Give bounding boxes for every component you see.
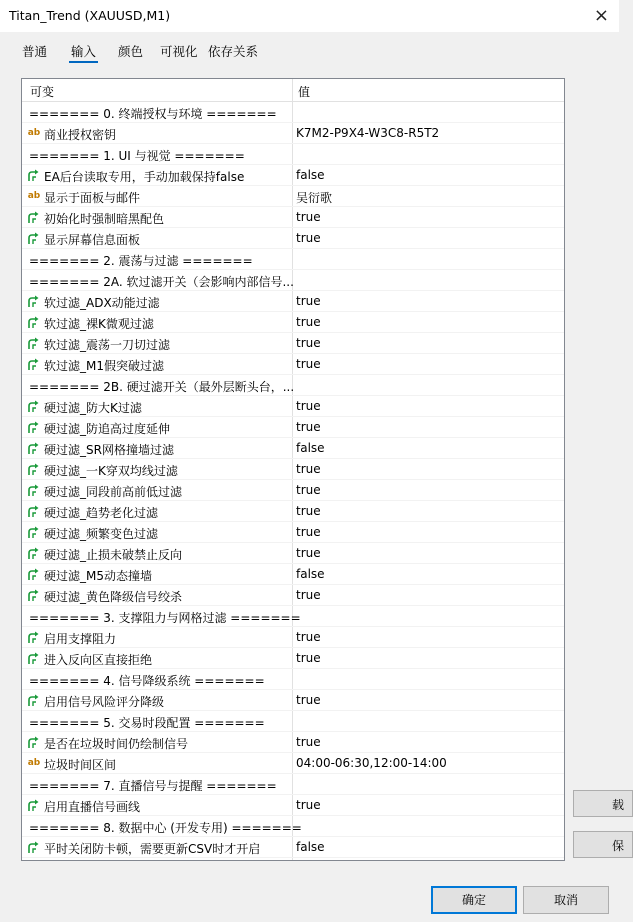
table-row[interactable]	[22, 438, 564, 459]
row-variable: 进入反向区直接拒绝	[44, 653, 153, 667]
row-variable: 商业授权密钥	[44, 128, 117, 142]
row-variable: ======= 1. UI 与视觉 =======	[29, 149, 245, 163]
row-variable: 硬过滤_黄色降级信号绞杀	[44, 590, 183, 604]
bool-arrow-icon	[27, 336, 41, 350]
row-variable: 启用支撑阻力	[44, 632, 117, 646]
bool-arrow-icon	[27, 420, 41, 434]
table-row[interactable]	[22, 333, 564, 354]
table-row[interactable]	[22, 732, 564, 753]
row-variable: 硬过滤_频繁变色过滤	[44, 527, 159, 541]
table-row[interactable]	[22, 123, 564, 144]
table-row[interactable]	[22, 501, 564, 522]
bool-arrow-icon	[27, 462, 41, 476]
row-value[interactable]: true	[296, 483, 321, 497]
table-row[interactable]	[22, 291, 564, 312]
table-row[interactable]	[22, 543, 564, 564]
row-value[interactable]: true	[296, 231, 321, 245]
row-variable: ======= 2A. 软过滤开关（会影响内部信号...	[29, 275, 294, 289]
section-header-row[interactable]	[22, 144, 564, 165]
table-row[interactable]	[22, 690, 564, 711]
row-value[interactable]: true	[296, 798, 321, 812]
row-variable: 硬过滤_M5动态撞墙	[44, 569, 152, 583]
row-variable: 平时关闭防卡顿，需要更新CSV时才开启	[44, 842, 261, 856]
section-header-row[interactable]	[22, 816, 564, 837]
row-value[interactable]: true	[296, 399, 321, 413]
row-variable: 硬过滤_防追高过度延伸	[44, 422, 171, 436]
row-value[interactable]: true	[296, 525, 321, 539]
row-value[interactable]: false	[296, 840, 325, 854]
row-variable: 软过滤_ADX动能过滤	[44, 296, 160, 310]
bool-arrow-icon	[27, 210, 41, 224]
row-variable: ======= 4. 信号降级系统 =======	[29, 674, 265, 688]
save-button[interactable]	[573, 831, 633, 858]
row-variable: 软过滤_裸K微观过滤	[44, 317, 154, 331]
bool-arrow-icon	[27, 840, 41, 854]
table-row[interactable]	[22, 564, 564, 585]
bool-arrow-icon	[27, 588, 41, 602]
table-row[interactable]	[22, 837, 564, 858]
row-value[interactable]: true	[296, 294, 321, 308]
row-variable: 初始化时强制暗黑配色	[44, 212, 165, 226]
table-row[interactable]	[22, 228, 564, 249]
string-ab-icon: ab	[27, 191, 41, 201]
row-variable: 启用信号风险评分降级	[44, 695, 165, 709]
row-variable: ======= 0. 终端授权与环境 =======	[29, 107, 277, 121]
section-header-row[interactable]	[22, 102, 564, 123]
row-value[interactable]: true	[296, 546, 321, 560]
row-variable: ======= 7. 直播信号与提醒 =======	[29, 779, 277, 793]
ok-button[interactable]: 确定	[431, 886, 517, 914]
row-variable: 硬过滤_止损未破禁止反向	[44, 548, 183, 562]
table-row[interactable]	[22, 354, 564, 375]
close-icon[interactable]: ×	[593, 5, 609, 26]
row-variable: ======= 2B. 硬过滤开关（最外层断头台，...	[29, 380, 295, 394]
row-value[interactable]: false	[296, 168, 325, 182]
table-row[interactable]	[22, 585, 564, 606]
row-value[interactable]: false	[296, 441, 325, 455]
row-variable: ======= 5. 交易时段配置 =======	[29, 716, 265, 730]
row-variable: 垃圾时间区间	[44, 758, 117, 772]
tab-dependencies[interactable]: 依存关系	[208, 44, 259, 59]
row-value[interactable]: true	[296, 693, 321, 707]
section-header-row[interactable]	[22, 249, 564, 270]
section-header-row[interactable]	[22, 669, 564, 690]
row-value[interactable]: K7M2-P9X4-W3C8-R5T2	[296, 126, 440, 140]
bool-arrow-icon	[27, 798, 41, 812]
bool-arrow-icon	[27, 399, 41, 413]
table-row[interactable]	[22, 417, 564, 438]
tab-general[interactable]: 普通	[22, 44, 48, 59]
cancel-button[interactable]: 取消	[523, 886, 609, 914]
row-value[interactable]: true	[296, 462, 321, 476]
row-variable: 显示于面板与邮件	[44, 191, 141, 205]
table-row[interactable]	[22, 522, 564, 543]
title-bar	[0, 0, 619, 32]
row-value[interactable]: true	[296, 651, 321, 665]
string-ab-icon: ab	[27, 128, 41, 138]
row-variable: 硬过滤_SR网格撞墙过滤	[44, 443, 174, 457]
row-variable: 显示屏幕信息面板	[44, 233, 141, 247]
row-variable: 软过滤_震荡一刀切过滤	[44, 338, 171, 352]
bool-arrow-icon	[27, 231, 41, 245]
save-button-label: 保	[612, 839, 625, 853]
tab-visualization[interactable]: 可视化	[160, 44, 198, 59]
header-value[interactable]: 值	[298, 85, 311, 99]
row-value[interactable]: true	[296, 630, 321, 644]
row-value[interactable]: true	[296, 420, 321, 434]
bool-arrow-icon	[27, 546, 41, 560]
table-row[interactable]	[22, 207, 564, 228]
bool-arrow-icon	[27, 693, 41, 707]
row-value[interactable]: true	[296, 315, 321, 329]
row-variable: 硬过滤_趋势老化过滤	[44, 506, 159, 520]
row-variable: ======= 3. 支撑阻力与网格过滤 =======	[29, 611, 301, 625]
bool-arrow-icon	[27, 504, 41, 518]
tab-inputs[interactable]: 输入	[71, 44, 97, 59]
table-row[interactable]	[22, 795, 564, 816]
row-variable: ======= 8. 数据中心 (开发专用) =======	[29, 821, 302, 835]
bool-arrow-icon	[27, 315, 41, 329]
load-button[interactable]	[573, 790, 633, 817]
row-variable: 硬过滤_一K穿双均线过滤	[44, 464, 178, 478]
table-row[interactable]	[22, 312, 564, 333]
bool-arrow-icon	[27, 483, 41, 497]
row-value[interactable]: true	[296, 504, 321, 518]
table-row[interactable]	[22, 396, 564, 417]
bool-arrow-icon	[27, 630, 41, 644]
row-variable: 软过滤_M1假突破过滤	[44, 359, 164, 373]
row-variable: EA后台读取专用，手动加载保持false	[44, 170, 245, 184]
row-value[interactable]: true	[296, 588, 321, 602]
window-title: Titan_Trend (XAUUSD,M1)	[9, 8, 171, 23]
bool-arrow-icon	[27, 735, 41, 749]
tab-colors[interactable]: 颜色	[118, 44, 144, 59]
row-value[interactable]: false	[296, 567, 325, 581]
table-row[interactable]	[22, 459, 564, 480]
section-header-row[interactable]	[22, 711, 564, 732]
table-row[interactable]	[22, 186, 564, 207]
section-header-row[interactable]	[22, 375, 564, 396]
row-variable: 启用直播信号画线	[44, 800, 141, 814]
row-value[interactable]: true	[296, 357, 321, 371]
row-value[interactable]: true	[296, 210, 321, 224]
section-header-row[interactable]	[22, 270, 564, 291]
bool-arrow-icon	[27, 441, 41, 455]
table-header	[22, 79, 564, 102]
row-value[interactable]: true	[296, 735, 321, 749]
string-ab-icon: ab	[27, 758, 41, 768]
bool-arrow-icon	[27, 294, 41, 308]
table-row[interactable]	[22, 165, 564, 186]
row-variable: ======= 2. 震荡与过滤 =======	[29, 254, 253, 268]
row-value[interactable]: true	[296, 336, 321, 350]
row-value[interactable]: 04:00-06:30,12:00-14:00	[296, 756, 447, 770]
header-variable[interactable]: 可变	[30, 85, 55, 99]
tab-bar	[0, 32, 619, 68]
table-row[interactable]	[22, 648, 564, 669]
section-header-row[interactable]	[22, 774, 564, 795]
load-button-label: 载	[612, 798, 625, 812]
table-row[interactable]	[22, 753, 564, 774]
row-variable: 硬过滤_防大K过滤	[44, 401, 142, 415]
section-header-row[interactable]	[22, 606, 564, 627]
table-row[interactable]	[22, 627, 564, 648]
inputs-table[interactable]	[21, 78, 565, 861]
bool-arrow-icon	[27, 168, 41, 182]
row-variable: 是否在垃圾时间仍绘制信号	[44, 737, 189, 751]
bool-arrow-icon	[27, 567, 41, 581]
row-variable: 硬过滤_同段前高前低过滤	[44, 485, 183, 499]
bool-arrow-icon	[27, 357, 41, 371]
table-row[interactable]	[22, 480, 564, 501]
bool-arrow-icon	[27, 651, 41, 665]
bool-arrow-icon	[27, 525, 41, 539]
row-value[interactable]: 吴衍歌	[296, 191, 333, 205]
